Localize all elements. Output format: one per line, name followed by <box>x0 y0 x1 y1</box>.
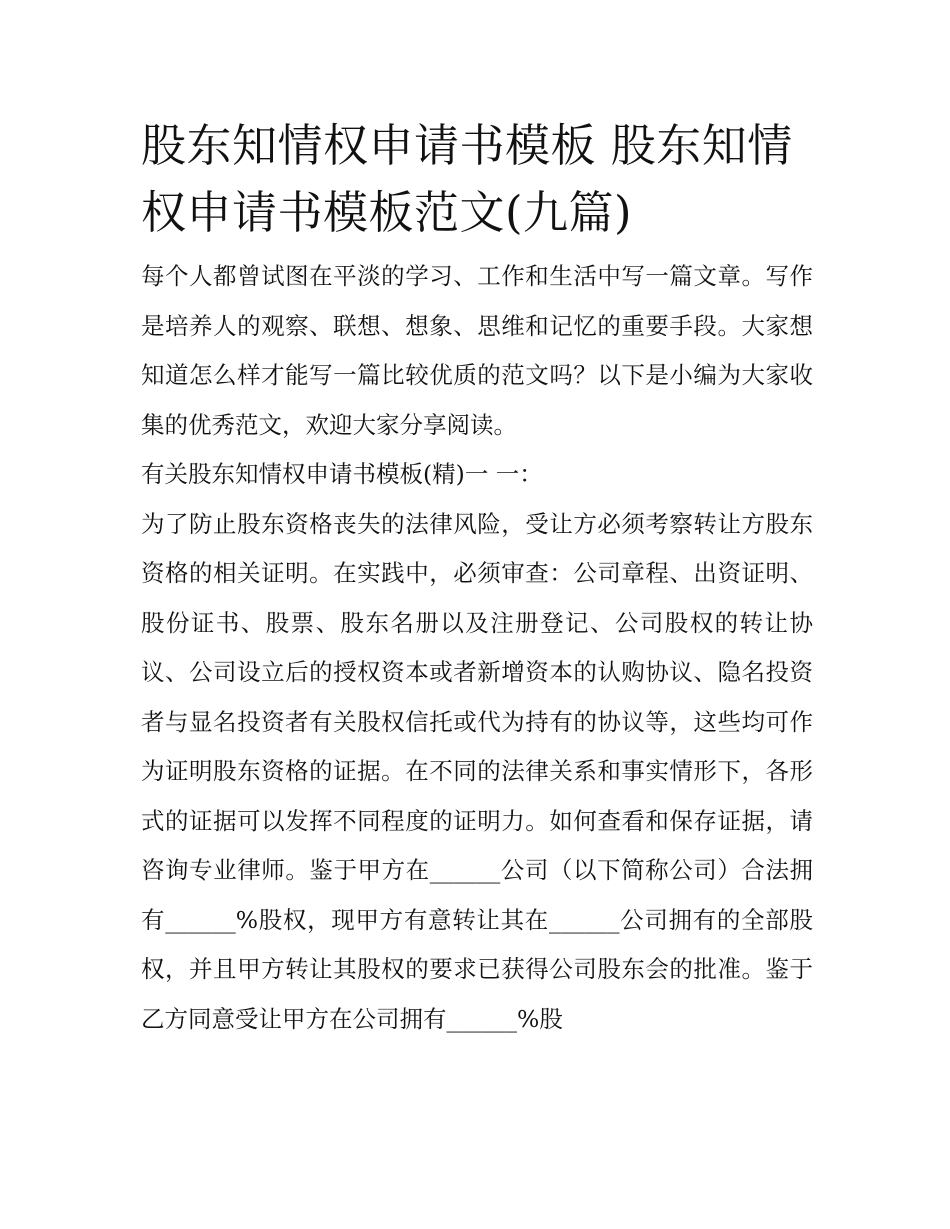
body-paragraph: 为了防止股东资格丧失的法律风险，受让方必须考察转让方股东资格的相关证明。在实践中，必须审查：公司章程、出资证明、股份证书、股票、股东名册以及注册登记、公司股权的转让协议、公司设立后的授权资本或者新增资本的认购协议、隐名投资者与显名投资者有关股权信托或代为持有的协议等，这些均可作为证明股东资格的证据。在不同的法律关系和事实情形下，各形式的证据可以发挥不同程度的证明力。如何查看和保存证据，请咨询专业律师。鉴于甲方在______公司（以下简称公司）合法拥有______%股权，现甲方有意转让其在______公司拥有的全部股权，并且甲方转让其股权的要求已获得公司股东会的批准。鉴于乙方同意受让甲方在公司拥有______%股 <box>141 509 813 1033</box>
document-title: 股东知情权申请书模板 股东知情权申请书模板范文(九篇) <box>141 119 793 239</box>
section-heading: 有关股东知情权申请书模板(精)一 一： <box>141 460 543 488</box>
document-page <box>141 112 813 1044</box>
intro-paragraph: 每个人都曾试图在平淡的学习、工作和生活中写一篇文章。写作是培养人的观察、联想、想象、思维和记忆的重要手段。大家想知道怎么样才能写一篇比较优质的范文吗？以下是小编为大家收集的优秀范文，欢迎大家分享阅读。 <box>141 262 813 439</box>
